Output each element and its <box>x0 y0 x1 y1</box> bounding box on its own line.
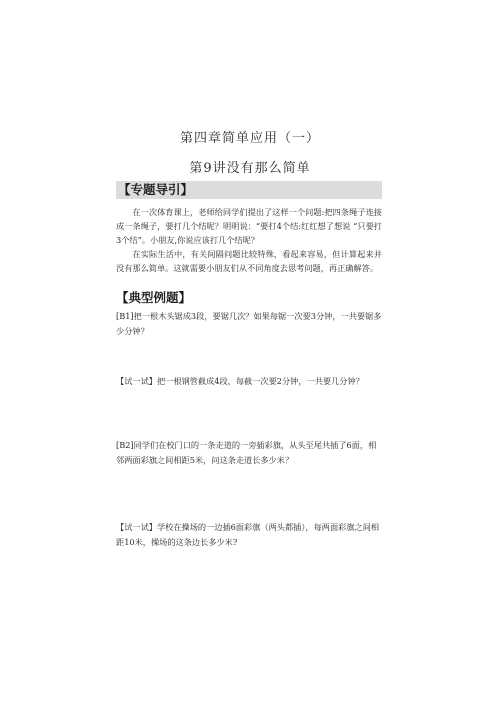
intro-text <box>116 205 382 275</box>
problem-try-2: 【试一试】学校在操场的一边插6面彩旗（两头都插），每两面彩旗之间相距10米，操场的这条边长多少米? <box>116 522 380 547</box>
lesson-title: 第9讲没有那么简单 <box>189 161 311 176</box>
intro-paragraph: 在实际生活中，有关间隔问题比较特殊，看起来容易，但计算起来并没有那么简单。这就需要小朋友们从不同角度去思考问题，再正确解答。 <box>116 249 382 273</box>
problem-b2: [B2]同学们在校门口的一条走道的一旁插彩旗，从头至尾共插了6面，相邻两面彩旗之间相距5米，问这条走道长多少米？ <box>116 440 377 465</box>
problem-b1: [B1]把一根木头锯成3段，要锯几次？如果每锯一次要3分钟，一共要锯多少分钟？ <box>116 311 382 336</box>
intro-heading: 【专题导引】 <box>116 181 382 199</box>
problem-try-1: 【试一试】把一根钢管截成4段，每截一次要2分钟，一共要几分钟？ <box>116 376 364 386</box>
chapter-title: 第四章简单应用（一） <box>179 131 320 146</box>
intro-paragraph: 在一次体育课上，老师给同学们提出了这样一个问题:把四条绳子连接成一条绳子，要打几个结呢？明明说：“要打4个结:红红想了想说 “只要打3个结”。小朋友,你说应该打几个结呢？ <box>116 207 382 245</box>
examples-heading: 【典型例题】 <box>116 290 192 305</box>
